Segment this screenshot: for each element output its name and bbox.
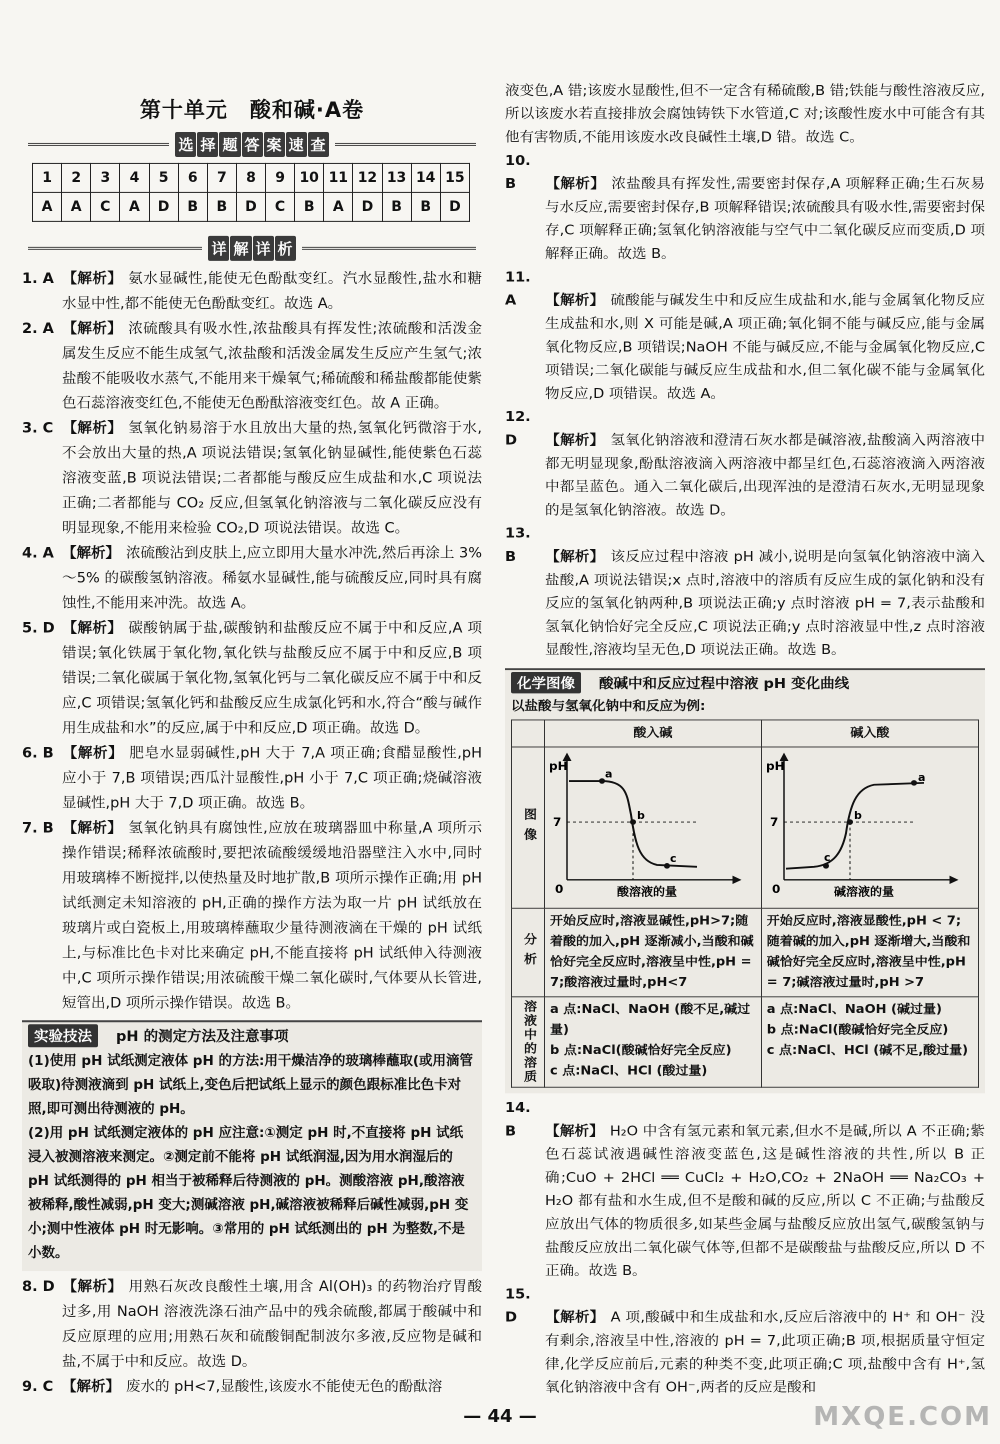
answer-number-cell: 8 bbox=[236, 163, 265, 192]
answer-number-cell: 15 bbox=[440, 163, 469, 192]
analysis-base-into-acid: 开始反应时,溶液显酸性,pH < 7;随着碱的加入,pH 逐渐增大,当酸和碱恰好完全反应时,溶液呈中性,pH = 7;碱溶液过量时,pH >7 bbox=[761, 908, 978, 997]
question-explanation bbox=[22, 542, 482, 617]
analysis-tag: 【解析】 bbox=[62, 320, 123, 337]
label-b: b bbox=[637, 809, 645, 823]
answer-number-cell: 1 bbox=[33, 163, 62, 192]
answer-value-cell: C bbox=[91, 192, 120, 221]
answer-number-cell: 2 bbox=[62, 163, 91, 192]
tip-badge: 实验技法 bbox=[28, 1024, 98, 1047]
chem-box bbox=[505, 668, 985, 1093]
question-explanation bbox=[22, 317, 482, 417]
answer-value-cell: B bbox=[411, 192, 440, 221]
question-number: 2. A bbox=[22, 320, 54, 337]
explanation-text: 液变色,A 错;该废水显酸性,但不一定含有稀硫酸,B 错;铁能与酸性溶液反应,所以该废水若直接排放会腐蚀铸铁下水管道,C 对;该酸性废水中可能含有其他有害物质,不能用该废水改良碱性土壤,D 错。故选 C。 bbox=[505, 83, 985, 146]
watermark-logo: MXQE.COM bbox=[813, 1402, 992, 1432]
label-c: c bbox=[823, 851, 831, 865]
answer-value-cell: A bbox=[33, 192, 62, 221]
banner-char: 答 bbox=[242, 132, 263, 157]
question-explanation bbox=[22, 1375, 482, 1400]
banner-char: 详 bbox=[208, 236, 229, 261]
banner-char: 解 bbox=[230, 236, 251, 261]
explanation-text: 氢氧化钠具有腐蚀性,应放在玻璃器皿中称量,A 项所示操作错误;稀释浓硫酸时,要把浓硫酸缓缓地沿器壁注入水中,同时用玻璃棒不断搅拌,以使热量及时地扩散,B 项所示操作正确;用 pH 试纸测定未知溶液的 pH,正确的操作方法为取一片 pH 试纸放在玻璃片或白瓷板上,用玻璃棒蘸取少量待测液滴在干燥的 pH 试纸上,与标准比色卡对比来确定 pH,不能直接将 pH 试纸伸入待测液中,C 项所示操作错误;用浓硫酸干燥二氧化碳时,气体要从长管进,短管出,D 项所示操作错误。故选 B。 bbox=[62, 820, 483, 1012]
right-column bbox=[505, 80, 985, 1400]
explanation-text: A 项,酸碱中和生成盐和水,反应后溶液中的 H⁺ 和 OH⁻ 没有剩余,溶液呈中性,溶液的 pH = 7,此项正确;B 项,根据质量守恒定律,化学反应前后,元素的种类不变,此项正确;C 项,盐酸中含有 H⁺,氢氧化钠溶液中含有 OH⁻,两者的反应是酸和 bbox=[545, 1310, 985, 1396]
analysis-tag: 【解析】 bbox=[62, 820, 123, 837]
banner-char: 速 bbox=[286, 132, 307, 157]
question-explanation bbox=[505, 80, 985, 150]
explanation-text: 用熟石灰改良酸性土壤,用含 Al(OH)₃ 的药物治疗胃酸过多,用 NaOH 溶液洗涤石油产品中的残余硫酸,都属于酸碱中和反应原理的应用;用熟石灰和硫酸铜配制波尔多液,反应物是碱和盐,不属于中和反应。故选 D。 bbox=[62, 1279, 483, 1370]
answer-value-cell: C bbox=[266, 192, 295, 221]
answer-value-cell: A bbox=[62, 192, 91, 221]
questions-right-bottom bbox=[505, 1097, 985, 1400]
x-label: 酸溶液的量 bbox=[617, 885, 677, 899]
tip-box bbox=[22, 1020, 482, 1271]
analysis-tag: 【解析】 bbox=[545, 549, 605, 565]
analysis-acid-into-base: 开始反应时,溶液显碱性,pH>7;随着酸的加入,pH 逐渐减小,当酸和碱恰好完全反应时,溶液呈中性,pH = 7;酸溶液过量时,pH<7 bbox=[545, 908, 762, 997]
row-label-analysis: 分析 bbox=[512, 908, 545, 997]
page-number: — 44 — bbox=[463, 1406, 537, 1427]
banner-char: 题 bbox=[219, 132, 240, 157]
question-number: 8. D bbox=[22, 1279, 55, 1296]
chem-badge: 化学图像 bbox=[511, 672, 581, 693]
answer-number-cell: 11 bbox=[324, 163, 353, 192]
explanation-text: 肥皂水显弱碱性,pH 大于 7,A 项正确;食醋显酸性,pH 应小于 7,B 项错误;西瓜汁显酸性,pH 小于 7,C 项正确;烧碱溶液显碱性,pH 大于 7,D 项正确。故选 B。 bbox=[62, 745, 482, 812]
explanation-text: 废水的 pH<7,显酸性,该废水不能使无色的酚酞溶 bbox=[126, 1378, 443, 1395]
explanation-text: 该反应过程中溶液 pH 减小,说明是向氢氧化钠溶液中滴入盐酸,A 项说法错误;x 点时,溶液中的溶质有反应生成的氯化钠和没有反应的氢氧化钠两种,B 项说法正确;y 点时溶液 pH = 7,表示盐酸和氢氧化钠恰好完全反应,C 项说法正确;y 点时溶液显中性,z 点时溶液显酸性,溶液均呈无色,D 项说法正确。故选 B。 bbox=[545, 549, 986, 658]
answer-value-cell: B bbox=[382, 192, 411, 221]
answer-number-cell: 12 bbox=[353, 163, 382, 192]
answer-number-cell: 9 bbox=[266, 163, 295, 192]
tip-line: (1)使用 pH 试纸测定液体 pH 的方法:用干燥洁净的玻璃棒蘸取(或用滴管吸取)待测液滴到 pH 试纸上,变色后把试纸上显示的颜色跟标准比色卡对照,即可测出待测液的 pH。 bbox=[28, 1053, 474, 1118]
origin-0: 0 bbox=[555, 882, 564, 896]
answer-number-cell: 4 bbox=[120, 163, 149, 192]
analysis-tag: 【解析】 bbox=[62, 545, 121, 562]
analysis-tag: 【解析】 bbox=[62, 620, 123, 637]
unit-title: 第十单元 酸和碱·A卷 bbox=[139, 97, 365, 122]
solute-line: a 点:NaCl、NaOH (碱过量) bbox=[766, 1002, 942, 1017]
analysis-tag: 【解析】 bbox=[62, 745, 124, 762]
explanation-text: H₂O 中含有氢元素和氧元素,但水不是碱,所以 A 不正确;紫色石蕊试液遇碱性溶液变蓝色,这是碱性溶液的共性,所以 B 正确;CuO + 2HCl ══ CuCl₂ + H₂O,CO₂ + 2NaOH ══ Na₂CO₃ + H₂O 都有盐和水生成,但不是酸和碱的反应,所以 C 不正确;与盐酸反应放出气体的物质很多,如某些金属与盐酸反应放出氢气,碳酸氢钠与盐酸反应放出二氧化碳气体等,但都不是碳酸盐与盐酸反应,所以 D 不正确。故选 B。 bbox=[545, 1124, 985, 1279]
answer-value-cell: B bbox=[178, 192, 207, 221]
answer-value-row bbox=[33, 192, 470, 221]
answer-number-cell: 3 bbox=[91, 163, 120, 192]
question-number: 11. A bbox=[505, 270, 531, 309]
questions-left bbox=[22, 267, 482, 1016]
origin-0: 0 bbox=[771, 882, 781, 896]
answer-value-cell: D bbox=[440, 192, 469, 221]
answer-banner bbox=[22, 132, 482, 157]
question-number: 1. A bbox=[22, 270, 54, 287]
explanation-text: 氢氧化钠易溶于水且放出大量的热,氢氧化钙微溶于水,不会放出大量的热,A 项说法错误;氢氧化钠显碱性,能使紫色石蕊溶液变蓝,B 项说法错误;二者都能与酸反应生成盐和水,C 项说法正确;二者都能与 CO₂ 反应,但氢氧化钠溶液与二氧化碳反应没有明显现象,不能用来检验 CO₂,D 项说法错误。故选 C。 bbox=[62, 420, 483, 537]
explanation-text: 浓硫酸沾到皮肤上,应立即用大量水冲洗,然后再涂上 3%～5% 的碳酸氢钠溶液。稀氨水显碱性,能与硫酸反应,同时具有腐蚀性,不能用来冲洗。故选 A。 bbox=[62, 545, 482, 612]
question-explanation bbox=[22, 617, 482, 742]
question-explanation bbox=[22, 267, 482, 317]
solute-line: b 点:NaCl(酸碱恰好完全反应) bbox=[550, 1043, 732, 1058]
question-number: 4. A bbox=[22, 545, 54, 562]
question-explanation bbox=[505, 150, 985, 267]
questions-left-bottom bbox=[22, 1275, 482, 1400]
ph-curve-increasing bbox=[786, 783, 924, 869]
question-number: 13. B bbox=[505, 526, 531, 565]
detail-banner bbox=[22, 236, 482, 261]
tick-7: 7 bbox=[769, 815, 779, 829]
answer-number-cell: 6 bbox=[178, 163, 207, 192]
question-explanation bbox=[22, 741, 482, 816]
solute-line: c 点:NaCl、HCl (碱不足,酸过量) bbox=[766, 1043, 969, 1058]
left-content bbox=[22, 80, 482, 1400]
row-label-graph: 图像 bbox=[512, 747, 545, 908]
question-number: 5. D bbox=[22, 620, 55, 637]
tip-body bbox=[28, 1049, 476, 1265]
banner-char: 择 bbox=[197, 132, 218, 157]
analysis-tag: 【解析】 bbox=[62, 1378, 120, 1395]
answer-value-cell: A bbox=[324, 192, 353, 221]
question-number: 3. C bbox=[22, 420, 54, 437]
banner-char: 案 bbox=[264, 132, 285, 157]
question-number: 10. B bbox=[505, 153, 531, 192]
answer-number-cell: 7 bbox=[207, 163, 236, 192]
point-b bbox=[847, 819, 853, 825]
question-explanation bbox=[505, 1283, 985, 1400]
answer-number-cell: 5 bbox=[149, 163, 178, 192]
answer-number-row bbox=[33, 163, 470, 192]
questions-right-top bbox=[505, 80, 985, 663]
solutes-base-into-acid bbox=[761, 997, 978, 1087]
col-header-base-into-acid: 碱入酸 bbox=[761, 720, 978, 747]
row-label-solutes: 溶液中的溶质 bbox=[512, 997, 545, 1087]
answer-number-cell: 14 bbox=[411, 163, 440, 192]
ph-graph-base-into-acid bbox=[764, 749, 959, 898]
question-explanation bbox=[505, 406, 985, 523]
analysis-tag: 【解析】 bbox=[62, 1279, 123, 1296]
analysis-tag: 【解析】 bbox=[545, 1124, 604, 1139]
answer-value-cell: A bbox=[120, 192, 149, 221]
y-label: pH bbox=[549, 759, 568, 773]
solute-line: a 点:NaCl、NaOH (酸不足,碱过量) bbox=[550, 1002, 751, 1038]
chem-heading: 酸碱中和反应过程中溶液 pH 变化曲线 bbox=[599, 676, 850, 692]
explanation-text: 浓硫酸具有吸水性,浓盐酸具有挥发性;浓硫酸和活泼金属发生反应不能生成氢气,浓盐酸和活泼金属发生反应产生氢气;浓盐酸不能吸收水蒸气,不能用来干燥氧气;稀硫酸和稀盐酸都能使紫色石蕊溶液变红色,不能使无色酚酞溶液变红色。故 A 正确。 bbox=[62, 320, 483, 412]
solute-line: c 点:NaCl、HCl (酸过量) bbox=[550, 1064, 708, 1079]
ph-table bbox=[511, 719, 979, 1087]
analysis-tag: 【解析】 bbox=[545, 433, 605, 449]
tick-7: 7 bbox=[553, 815, 562, 829]
banner-char: 详 bbox=[253, 236, 274, 261]
question-number: 6. B bbox=[22, 745, 54, 762]
banner-char: 查 bbox=[308, 132, 329, 157]
answer-value-cell: D bbox=[236, 192, 265, 221]
y-label: pH bbox=[765, 759, 785, 773]
banner-char: 选 bbox=[175, 132, 196, 157]
question-explanation bbox=[22, 816, 482, 1016]
col-header-acid-into-base: 酸入碱 bbox=[545, 720, 762, 747]
solutes-acid-into-base bbox=[545, 997, 762, 1087]
explanation-text: 氢氧化钠溶液和澄清石灰水都是碱溶液,盐酸滴入两溶液中都无明显现象,酚酞溶液滴入两溶液中都呈红色,石蕊溶液滴入两溶液中都呈蓝色。通入二氧化碳后,出现浑浊的是澄清石灰水,无明显现象的是氢氧化钠溶液。故选 D。 bbox=[545, 433, 986, 519]
explanation-text: 碳酸钠属于盐,碳酸钠和盐酸反应不属于中和反应,A 项错误;氧化铁属于氧化物,氧化铁与盐酸反应不属于中和反应,B 项错误;二氧化碳属于氧化物,氢氧化钙与二氧化碳反应不属于中和反应,C 项错误;氢氧化钙和盐酸反应生成氯化钙和水,符合“酸与碱作用生成盐和水”的反应,属于中和反应,D 项正确。故选 D。 bbox=[62, 620, 483, 737]
explanation-text: 浓盐酸具有挥发性,需要密封保存,A 项解释正确;生石灰易与水反应,需要密封保存,B 项解释错误;浓硫酸具有吸水性,需要密封保存,C 项解释正确;氢氧化钠溶液能与空气中二氧化碳反应而变质,D 项解释正确。故选 B。 bbox=[545, 176, 985, 262]
question-explanation bbox=[505, 1097, 985, 1283]
analysis-tag: 【解析】 bbox=[545, 293, 605, 309]
question-number: 15. D bbox=[505, 1287, 531, 1326]
banner-char: 析 bbox=[275, 236, 296, 261]
label-b: b bbox=[853, 809, 862, 823]
point-a bbox=[911, 780, 917, 786]
question-explanation bbox=[22, 1275, 482, 1375]
question-explanation bbox=[505, 266, 985, 406]
analysis-tag: 【解析】 bbox=[545, 176, 606, 192]
label-a: a bbox=[917, 771, 926, 784]
answer-value-cell: B bbox=[295, 192, 324, 221]
answer-number-cell: 13 bbox=[382, 163, 411, 192]
point-b bbox=[630, 819, 636, 825]
tip-heading: pH 的测定方法及注意事项 bbox=[116, 1029, 289, 1046]
answer-table bbox=[32, 163, 470, 222]
label-a: a bbox=[605, 767, 613, 781]
ph-graph-acid-into-base bbox=[547, 749, 742, 898]
analysis-tag: 【解析】 bbox=[62, 420, 123, 437]
chem-intro: 以盐酸与氢氧化钠中和反应为例: bbox=[511, 698, 706, 714]
answer-number-cell: 10 bbox=[295, 163, 324, 192]
answer-value-cell: D bbox=[353, 192, 382, 221]
answer-value-cell: B bbox=[207, 192, 236, 221]
x-label: 碱溶液的量 bbox=[833, 885, 894, 899]
label-c: c bbox=[670, 852, 677, 866]
question-number: 7. B bbox=[22, 820, 54, 837]
analysis-tag: 【解析】 bbox=[62, 270, 123, 287]
analysis-tag: 【解析】 bbox=[545, 1310, 605, 1326]
question-number: 14. B bbox=[505, 1100, 531, 1139]
solute-line: b 点:NaCl(酸碱恰好完全反应) bbox=[766, 1023, 949, 1038]
question-number: 9. C bbox=[22, 1378, 54, 1395]
question-explanation bbox=[22, 417, 482, 542]
question-number: 12. D bbox=[505, 409, 531, 449]
tip-line: (2)用 pH 试纸测定液体的 pH 应注意:①测定 pH 时,不直接将 pH 试纸浸入被测溶液来测定。②测定前不能将 pH 试纸润湿,因为用水润湿后的 pH 试纸测得的 pH 相当于被稀释后待测液的 pH。测酸溶液 pH,酸溶液被稀释,酸性减弱,pH 变大;测碱溶液 pH,碱溶液被稀释后碱性减弱,pH 变小;测中性液体 pH 时无影响。③常用的 pH 试纸测出的 pH 为整数,不是小数。 bbox=[28, 1125, 469, 1262]
explanation-text: 氨水显碱性,能使无色酚酞变红。汽水显酸性,盐水和糖水显中性,都不能使无色酚酞变红。故选 A。 bbox=[62, 270, 483, 312]
explanation-text: 硫酸能与碱发生中和反应生成盐和水,能与金属氧化物反应生成盐和水,则 X 可能是碱,A 项正确;氧化铜不能与碱反应,能与金属氧化物反应,B 项错误;NaOH 不能与碱反应,不能与金属氧化物反应,C 项错误;二氧化碳能与碱反应生成盐和水,但二氧化碳不能与金属氧化物反应,D 项错误。故选 A。 bbox=[545, 293, 986, 402]
question-explanation bbox=[505, 523, 985, 663]
answer-value-cell: D bbox=[149, 192, 178, 221]
